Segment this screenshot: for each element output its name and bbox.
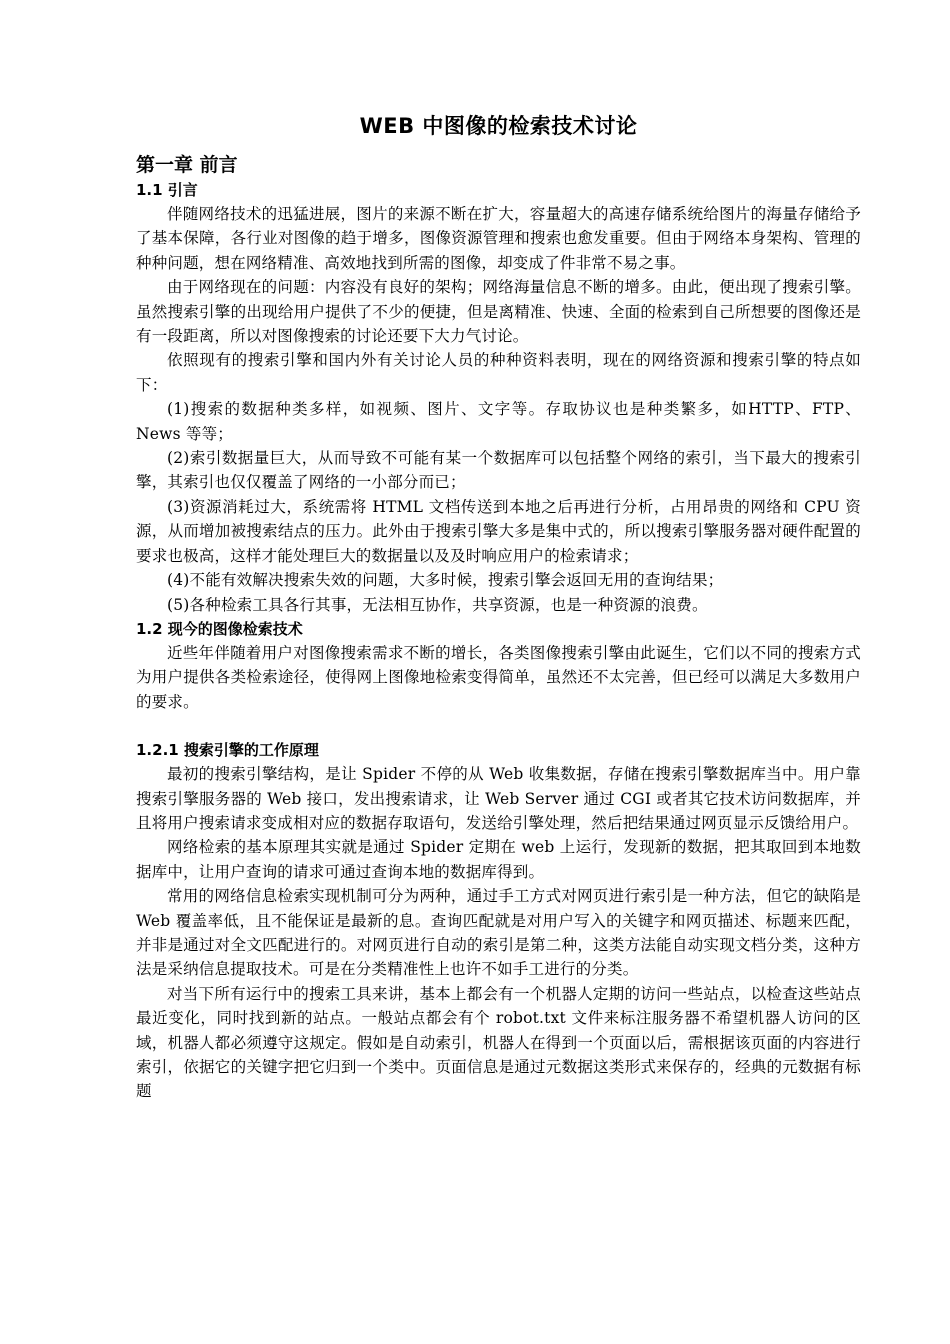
paragraph: 由于网络现在的问题：内容没有良好的架构；网络海量信息不断的增多。由此，便出现了搜索引擎。虽然搜索引擎的出现给用户提供了不少的便捷，但是离精准、快速、全面的检索到自己所想要的图像还是有一段距离，所以对图像搜索的讨论还要下大力气讨论。 [136,278,861,346]
paragraph: 伴随网络技术的迅猛进展，图片的来源不断在扩大，容量超大的高速存储系统给图片的海量存储给予了基本保障，各行业对图像的趋于增多，图像资源管理和搜索也愈发重要。但由于网络本身架构、管理的种种问题，想在网络精准、高效地找到所需的图像，却变成了件非常不易之事。 [136,205,861,272]
list-item-paragraph: (3)资源消耗过大，系统需将 HTML 文档传送到本地之后再进行分析，占用昂贵的网络和 CPU 资源，从而增加被搜索结点的压力。此外由于搜索引擎大多是集中式的，所以搜索引擎服务器对硬件配置的要求也极高，这样才能处理巨大的数据量以及及时响应用户的检索请求； [136,497,861,565]
paragraph: 最初的搜索引擎结构，是让 Spider 不停的从 Web 收集数据，存储在搜索引擎数据库当中。用户靠搜索引擎服务器的 Web 接口，发出搜索请求，让 Web Server 通过 CGI 或者其它技术访问数据库，并且将用户搜索请求变成相对应的数据存取语句，发送给引擎处理，然后把结果通过网页显示反馈给用户。 [136,765,861,832]
list-item-paragraph: (2)索引数据量巨大，从而导致不可能有某一个数据库可以包括整个网络的索引，当下最大的搜索引擎，其索引也仅仅覆盖了网络的一小部分而已； [136,449,861,492]
section-heading-1-2-1: 1.2.1 搜索引擎的工作原理 [136,741,319,760]
document-page [136,104,861,1104]
paragraph: 依照现有的搜索引擎和国内外有关讨论人员的种种资料表明，现在的网络资源和搜索引擎的特点如下： [136,351,861,394]
paragraph: 近些年伴随着用户对图像搜索需求不断的增长，各类图像搜索引擎由此诞生，它们以不同的搜索方式为用户提供各类检索途径，使得网上图像地检索变得简单，虽然还不太完善，但已经可以满足大多数用户的要求。 [136,643,861,711]
paragraph: 网络检索的基本原理其实就是通过 Spider 定期在 web 上运行，发现新的数据，把其取回到本地数据库中，让用户查询的请求可通过查询本地的数据库得到。 [136,838,861,881]
list-item-paragraph: (1)搜索的数据种类多样，如视频、图片、文字等。存取协议也是种类繁多，如HTTP、FTP、News 等等； [136,400,861,443]
document-title: WEB 中图像的检索技术讨论 [359,114,638,138]
paragraph: 对当下所有运行中的搜索工具来讲，基本上都会有一个机器人定期的访问一些站点，以检查这些站点最近变化，同时找到新的站点。一般站点都会有个 robot.txt 文件来标注服务器不希望机器人访问的区域，机器人都必须遵守这规定。假如是自动索引，机器人在得到一个页面以后，需根据该页面的内容进行索引，依据它的关键字把它归到一个类中。页面信息是通过元数据这类形式来保存的，经典的元数据有标题 [136,984,861,1101]
blank-line [136,714,861,738]
section-heading-1-2: 1.2 现今的图像检索技术 [136,619,303,638]
chapter-heading: 第一章 前言 [136,154,238,176]
list-item-paragraph: (5)各种检索工具各行其事，无法相互协作，共享资源，也是一种资源的浪费。 [167,595,708,614]
list-item-paragraph: (4)不能有效解决搜索失效的问题，大多时候，搜索引擎会返回无用的查询结果； [167,571,724,590]
section-heading-1-1: 1.1 引言 [136,181,198,199]
paragraph: 常用的网络信息检索实现机制可分为两种，通过手工方式对网页进行索引是一种方法，但它的缺陷是 Web 覆盖率低，且不能保证是最新的息。查询匹配就是对用户写入的关键字和网页描述、标题来匹配，并非是通过对全文匹配进行的。对网页进行自动的索引是第二种，这类方法能自动实现文档分类，这种方法是采纳信息提取技术。可是在分类精准性上也许不如手工进行的分类。 [136,887,861,979]
